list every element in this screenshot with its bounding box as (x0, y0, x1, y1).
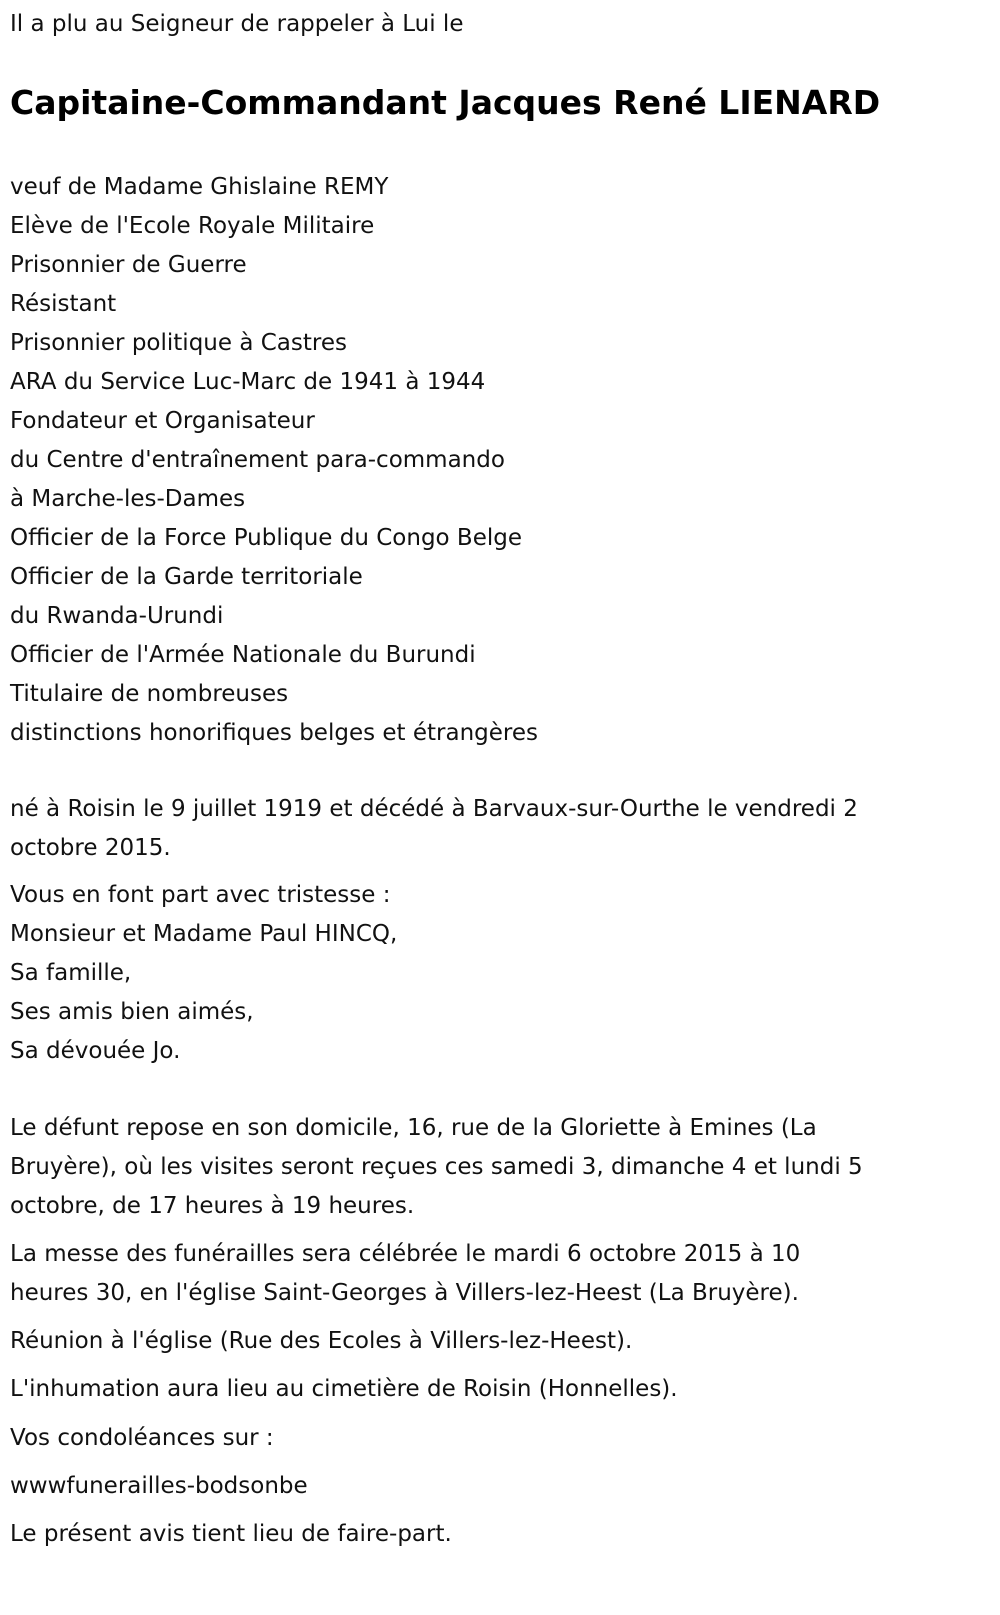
biography-list (10, 168, 538, 753)
announcer-line: Sa famille, (10, 960, 132, 986)
bio-line: à Marche-les-Dames (10, 486, 246, 512)
bio-line: Fondateur et Organisateur (10, 408, 315, 434)
bio-line: veuf de Madame Ghislaine REMY (10, 174, 389, 200)
bio-line: Officier de l'Armée Nationale du Burundi (10, 642, 476, 668)
bio-line: Officier de la Garde territoriale (10, 564, 363, 590)
bio-line: Prisonnier politique à Castres (10, 330, 347, 356)
announcer-line: Vous en font part avec tristesse : (10, 882, 391, 908)
bio-line: Officier de la Force Publique du Congo Belge (10, 525, 522, 551)
deceased-name: Capitaine-Commandant Jacques René LIENARD (10, 83, 881, 122)
bio-line: du Rwanda-Urundi (10, 603, 224, 629)
birth-death-line: né à Roisin le 9 juillet 1919 et décédé à Barvaux-sur-Ourthe le vendredi 2 (10, 796, 858, 822)
visitation-line: Bruyère), où les visites seront reçues ces samedi 3, dimanche 4 et lundi 5 (10, 1154, 863, 1180)
bio-line: Résistant (10, 291, 117, 317)
bio-line: ARA du Service Luc-Marc de 1941 à 1944 (10, 369, 486, 395)
funeral-mass-line: heures 30, en l'église Saint-Georges à Villers-lez-Heest (La Bruyère). (10, 1280, 799, 1306)
birth-death-line: octobre 2015. (10, 835, 171, 861)
condolences-label: Vos condoléances sur : (10, 1425, 274, 1451)
funeral-mass-paragraph (10, 1235, 800, 1313)
visitation-line: Le défunt repose en son domicile, 16, rue de la Gloriette à Emines (La (10, 1115, 817, 1141)
bio-line: Prisonnier de Guerre (10, 252, 247, 278)
visitation-line: octobre, de 17 heures à 19 heures. (10, 1193, 415, 1219)
visitation-paragraph (10, 1109, 863, 1226)
meeting-text: Réunion à l'église (Rue des Ecoles à Villers-lez-Heest). (10, 1328, 633, 1354)
intro-text: Il a plu au Seigneur de rappeler à Lui le (10, 11, 464, 37)
website-text: wwwfunerailles-bodsonbe (10, 1473, 308, 1499)
burial-text: L'inhumation aura lieu au cimetière de Roisin (Honnelles). (10, 1376, 678, 1402)
announcer-line: Ses amis bien aimés, (10, 999, 254, 1025)
announcer-line: Monsieur et Madame Paul HINCQ, (10, 921, 398, 947)
bio-line: du Centre d'entraînement para-commando (10, 447, 505, 473)
announcer-line: Sa dévouée Jo. (10, 1038, 181, 1064)
bio-line: distinctions honorifiques belges et étrangères (10, 720, 539, 746)
closing-text: Le présent avis tient lieu de faire-part. (10, 1521, 452, 1547)
funeral-mass-line: La messe des funérailles sera célébrée le mardi 6 octobre 2015 à 10 (10, 1241, 801, 1267)
bio-line: Elève de l'Ecole Royale Militaire (10, 213, 375, 239)
birth-death-paragraph (10, 790, 858, 868)
bio-line: Titulaire de nombreuses (10, 681, 289, 707)
announcers-list (10, 876, 397, 1071)
